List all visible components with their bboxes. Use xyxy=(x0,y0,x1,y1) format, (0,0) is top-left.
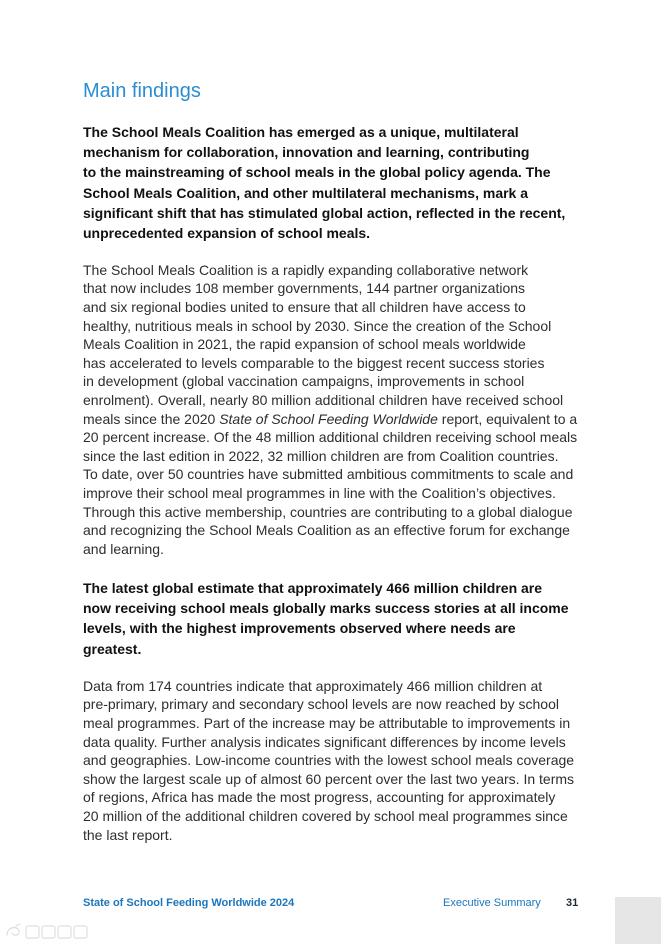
text-line: 20 million of the additional children covered by school meal programmes since xyxy=(83,807,568,824)
text-segment: meals since the 2020 xyxy=(83,410,220,427)
key-finding-1 xyxy=(83,122,565,243)
text-line: Through this active membership, countries are contributing to a global dialogue xyxy=(83,503,573,520)
text-line: in development (global vaccination campaigns, improvements in school xyxy=(83,373,525,390)
text-line: The latest global estimate that approximately 466 million children are xyxy=(83,580,543,596)
text-line: improve their school meal programmes in line with the Coalition’s objectives. xyxy=(83,484,556,501)
text-line: and geographies. Low-income countries with the lowest school meals coverage xyxy=(83,752,575,769)
text-line: meal programmes. Part of the increase may be attributable to improvements in xyxy=(83,714,571,731)
text-line: pre-primary, primary and secondary school levels are now reached by school xyxy=(83,696,559,713)
text-line: significant shift that has stimulated global action, reflected in the recent, xyxy=(83,204,566,221)
body-paragraph-1 xyxy=(83,261,577,559)
text-line: unprecedented expansion of school meals. xyxy=(83,224,371,241)
key-finding-2 xyxy=(83,578,569,659)
text-line: School Meals Coalition, and other multilateral mechanisms, mark a xyxy=(83,184,529,201)
page-corner-tab xyxy=(615,897,661,944)
text-line: levels, with the highest improvements observed where needs are xyxy=(83,620,516,637)
text-line: and learning. xyxy=(83,540,164,557)
text-line: now receiving school meals globally marks success stories at all income xyxy=(83,600,569,617)
text-line: and six regional bodies united to ensure that all children have access to xyxy=(83,298,526,315)
text-segment: report, equivalent to a xyxy=(437,410,578,427)
watermark-logo xyxy=(4,921,90,941)
text-line: and recognizing the School Meals Coalition as an effective forum for exchange xyxy=(83,522,570,539)
text-line: that now includes 108 member governments, 144 partner organizations xyxy=(83,280,526,297)
report-title-italic: State of School Feeding Worldwide xyxy=(219,410,438,427)
text-line: since the last edition in 2022, 32 million children are from Coalition countries. xyxy=(83,447,559,464)
text-line: The School Meals Coalition has emerged as a unique, multilateral xyxy=(83,124,519,140)
text-line: the last report. xyxy=(83,826,173,843)
text-line: The School Meals Coalition is a rapidly expanding collaborative network xyxy=(83,261,529,278)
text-line: healthy, nutritious meals in school by 2030. Since the creation of the School xyxy=(83,317,552,334)
text-line: of regions, Africa has made the most progress, accounting for approximately xyxy=(83,789,556,806)
footer-section-label: Executive Summary xyxy=(443,897,541,909)
text-line: has accelerated to levels comparable to the biggest recent success stories xyxy=(83,354,545,371)
text-line: To date, over 50 countries have submitted ambitious commitments to scale and xyxy=(83,466,574,483)
text-line: 20 percent increase. Of the 48 million additional children receiving school meals xyxy=(83,429,578,446)
section-heading: Main findings xyxy=(83,80,201,102)
text-line: Meals Coalition in 2021, the rapid expansion of school meals worldwide xyxy=(83,336,526,353)
text-line: to the mainstreaming of school meals in the global policy agenda. The xyxy=(83,164,551,181)
text-line xyxy=(83,410,577,429)
page-number: 31 xyxy=(566,897,579,909)
text-line: greatest. xyxy=(83,640,142,657)
body-paragraph-2 xyxy=(83,677,574,844)
footer-report-title: State of School Feeding Worldwide 2024 xyxy=(83,897,295,909)
text-line: enrolment). Overall, nearly 80 million additional children have received school xyxy=(83,391,564,408)
text-line: mechanism for collaboration, innovation and learning, contributing xyxy=(83,144,530,161)
text-line: show the largest scale up of almost 60 percent over the last two years. In terms xyxy=(83,770,575,787)
text-line: Data from 174 countries indicate that approximately 466 million children at xyxy=(83,677,543,694)
text-line: data quality. Further analysis indicates significant differences by income levels xyxy=(83,733,566,750)
